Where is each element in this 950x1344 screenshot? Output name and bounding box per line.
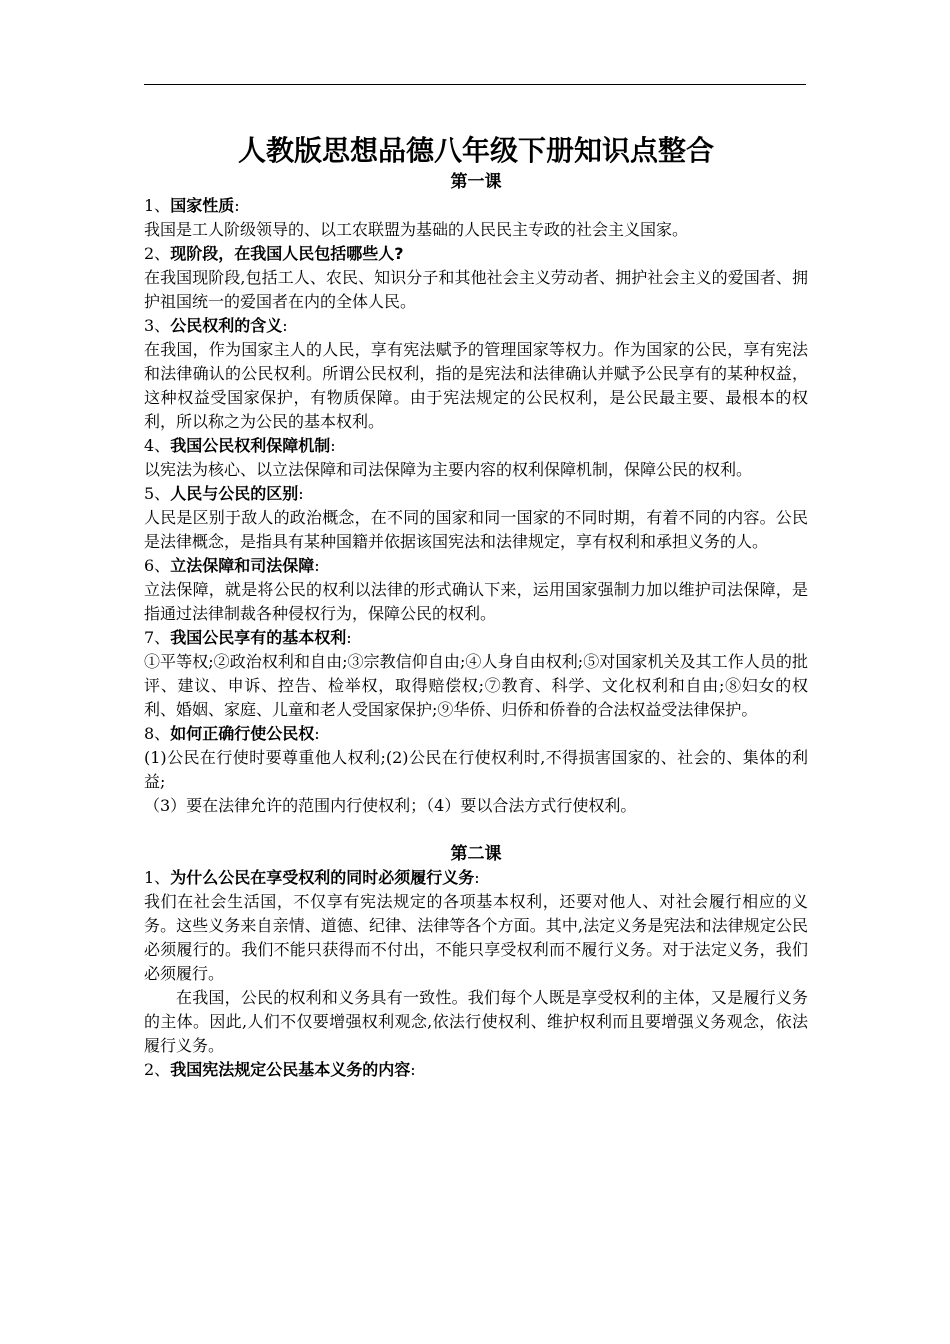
section-paragraph: 我国是工人阶级领导的、以工农联盟为基础的人民民主专政的社会主义国家。 <box>144 220 689 239</box>
section-title: 我国公民享有的基本权利 <box>170 628 347 647</box>
section-colon: : <box>474 868 480 887</box>
section-number: 7、 <box>144 628 171 647</box>
section-paragraph: 在我国，作为国家主人的人民，享有宪法赋予的管理国家等权力。作为国家的公民，享有宪法和法律确认的公民权利。所谓公民权利，指的是宪法和法律确认并赋予公民享有的某种权益，这种权益受国家保护，有物质保障。由于宪法规定的公民权利，是公民最主要、最根本的权利，所以称之为公民的基本权利。 <box>144 340 808 431</box>
section-title: 我国公民权利保障机制 <box>170 436 331 455</box>
section-paragraph: 人民是区别于敌人的政治概念，在不同的国家和同一国家的不同时期，有着不同的内容。公民是法律概念，是指具有某种国籍并依据该国宪法和法律规定，享有权利和承担义务的人。 <box>144 508 808 551</box>
section-colon: : <box>282 316 288 335</box>
lesson-1-heading: 第一课 <box>450 172 502 192</box>
section-title: 如何正确行使公民权 <box>170 724 315 743</box>
section-colon: : <box>314 556 320 575</box>
lesson-1-content <box>144 194 808 818</box>
section-heading <box>144 242 808 266</box>
lesson-2-content <box>144 866 808 1082</box>
section-paragraph: (1)公民在行使时要尊重他人权利;(2)公民在行使权利时,不得损害国家的、社会的、集体的利益; <box>144 748 808 791</box>
section-colon: : <box>298 484 304 503</box>
section-paragraph: 以宪法为核心、以立法保障和司法保障为主要内容的权利保障机制，保障公民的权利。 <box>144 460 753 479</box>
section-heading <box>144 314 808 338</box>
section-colon: : <box>346 628 352 647</box>
section-number: 1、 <box>144 868 171 887</box>
section-number: 2、 <box>144 244 171 263</box>
section-number: 5、 <box>144 484 171 503</box>
section-title: 国家性质 <box>170 196 235 215</box>
section-number: 6、 <box>144 556 171 575</box>
lesson-2-heading: 第二课 <box>450 844 502 864</box>
section-colon: : <box>410 1060 416 1079</box>
section-title: 我国宪法规定公民基本义务的内容 <box>170 1060 411 1079</box>
section-paragraph: 立法保障，就是将公民的权利以法律的形式确认下来，运用国家强制力加以维护司法保障，是指通过法律制裁各种侵权行为，保障公民的权利。 <box>144 580 808 623</box>
section-number: 4、 <box>144 436 171 455</box>
section-colon: : <box>314 724 320 743</box>
section-paragraph: 我们在社会生活国，不仅享有宪法规定的各项基本权利，还要对他人、对社会履行相应的义务。这些义务来自亲情、道德、纪律、法律等各个方面。其中,法定义务是宪法和法律规定公民必须履行的。我们不能只获得而不付出，不能只享受权利而不履行义务。对于法定义务，我们必须履行。 <box>144 892 808 983</box>
section-title: 公民权利的含义 <box>170 316 283 335</box>
section-heading <box>144 482 808 506</box>
section-paragraph: 在我国现阶段,包括工人、农民、知识分子和其他社会主义劳动者、拥护社会主义的爱国者、拥护祖国统一的爱国者在内的全体人民。 <box>144 268 808 311</box>
section-heading <box>144 722 808 746</box>
document-title: 人教版思想品德八年级下册知识点整合 <box>237 134 714 167</box>
section-number: 3、 <box>144 316 171 335</box>
section-number: 2、 <box>144 1060 171 1079</box>
section-heading <box>144 194 808 218</box>
section-title: 人民与公民的区别 <box>170 484 299 503</box>
section-colon: : <box>330 436 336 455</box>
header-rule <box>144 84 806 85</box>
section-paragraph-indented: 在我国，公民的权利和义务具有一致性。我们每个人既是享受权利的主体，又是履行义务的主体。因此,人们不仅要增强权利观念,依法行使权利、维护权利而且要增强义务观念，依法履行义务。 <box>144 988 808 1055</box>
section-number: 1、 <box>144 196 171 215</box>
document-page <box>144 132 808 1082</box>
section-heading <box>144 626 808 650</box>
section-colon: : <box>234 196 240 215</box>
section-heading <box>144 1058 808 1082</box>
section-heading <box>144 554 808 578</box>
section-paragraph: （3）要在法律允许的范围内行使权利；（4）要以合法方式行使权利。 <box>144 796 637 815</box>
section-heading <box>144 434 808 458</box>
section-title: 为什么公民在享受权利的同时必须履行义务 <box>170 868 475 887</box>
section-title: 立法保障和司法保障 <box>170 556 315 575</box>
section-heading <box>144 866 808 890</box>
section-paragraph: ①平等权;②政治权利和自由;③宗教信仰自由;④人身自由权利;⑤对国家机关及其工作人员的批评、建议、申诉、控告、检举权，取得赔偿权;⑦教育、科学、文化权利和自由;⑧妇女的权利、婚姻、家庭、儿童和老人受国家保护;⑨华侨、归侨和侨眷的合法权益受法律保护。 <box>144 652 808 719</box>
section-title: 现阶段，在我国人民包括哪些人? <box>170 244 404 263</box>
section-number: 8、 <box>144 724 171 743</box>
